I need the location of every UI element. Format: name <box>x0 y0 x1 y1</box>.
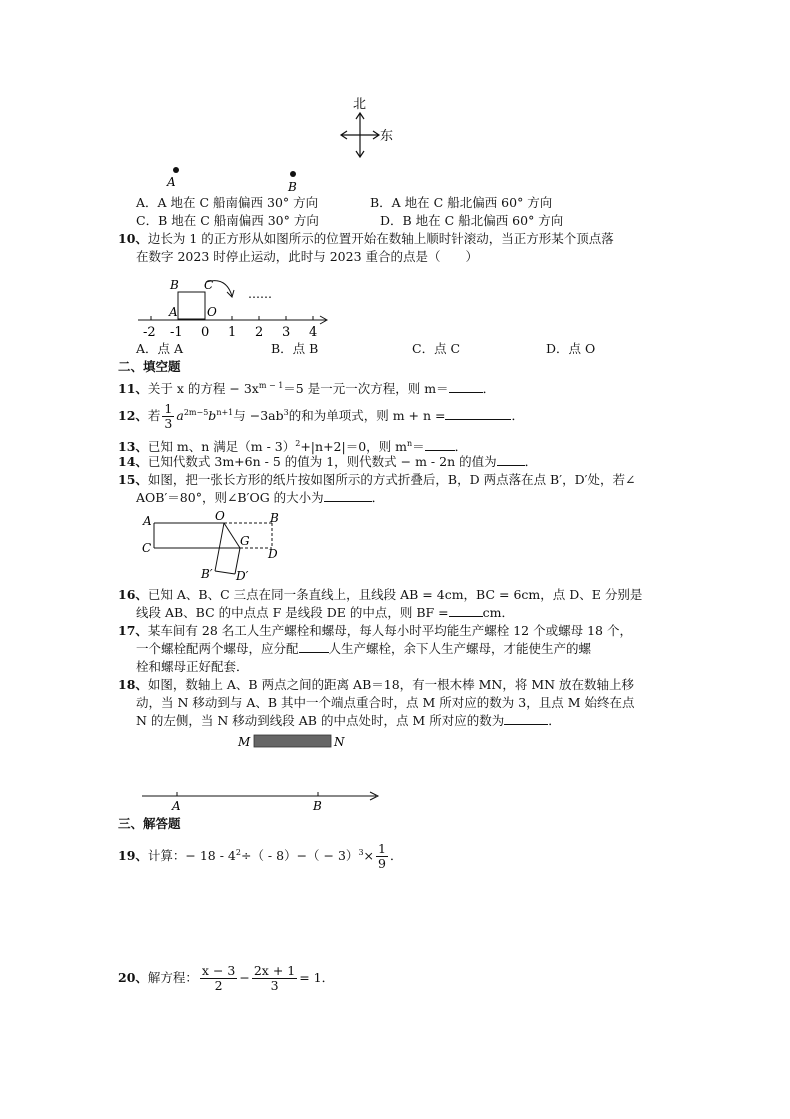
q20-post: = 1． <box>299 970 335 985</box>
q15-line2 <box>136 489 384 507</box>
q19-denominator: 9 <box>378 856 386 872</box>
q18-end: ． <box>548 713 561 728</box>
q11 <box>118 377 495 398</box>
q10-option-a: A．点 A <box>136 341 184 356</box>
q16-text2: 线段 AB、BC 的中点点 F 是线段 DE 的中点，则 BF = <box>136 605 449 620</box>
q15-folding-figure <box>138 506 288 586</box>
q9-option-c: C．B 地在 C 船南偏西 30° 方向 <box>136 213 319 228</box>
q18-stick-figure <box>234 732 354 752</box>
q11-exponent: m − 1 <box>258 381 284 390</box>
q12-pre: 若 <box>147 408 161 424</box>
q12-post: 的和为单项式，则 m + n = <box>288 408 446 424</box>
q15-line1 <box>118 471 635 489</box>
q10-number: 10、 <box>118 231 148 246</box>
q13-answer-blank[interactable] <box>425 438 455 451</box>
q11-answer-blank[interactable] <box>449 380 483 393</box>
q16-line1 <box>118 586 642 604</box>
q10-option-b: B．点 B <box>271 341 319 356</box>
q15-fold-b-prime-d-prime <box>215 571 235 574</box>
q16-end: cm． <box>482 605 514 620</box>
q15-label-d: D <box>268 547 278 561</box>
q20 <box>118 960 334 996</box>
q12-a: a <box>176 408 184 424</box>
q18-line3 <box>136 712 561 730</box>
q10-option-d: D．点 O <box>546 341 596 356</box>
q12-numerator: 1 <box>164 401 173 417</box>
q10-label-b: B <box>170 278 179 292</box>
q10-square <box>178 292 205 319</box>
q17-text2a: 一个螺栓配两个螺母，应分配 <box>136 641 299 656</box>
q12-fraction <box>162 402 174 431</box>
q10-tick-label: 2 <box>255 325 264 340</box>
q15-label-a: A <box>143 514 152 528</box>
q20-fraction-2-denominator: 3 <box>270 978 279 993</box>
q15-number: 15、 <box>118 472 148 487</box>
q15-label-c: C <box>142 541 152 555</box>
q17-text2b: 人生产螺栓，余下人生产螺母，才能使生产的螺 <box>328 641 592 656</box>
q13-end: ． <box>454 439 468 455</box>
q19-numerator: 1 <box>378 841 386 857</box>
q10-line2: 在数字 2023 时停止运动，此时与 2023 重合的点是（ ） <box>136 249 479 264</box>
q18-label-a: A <box>172 799 181 812</box>
q13-post: ＝ <box>412 439 425 455</box>
q12-answer-blank[interactable] <box>445 407 511 420</box>
q15-label-b: B <box>270 511 279 525</box>
q9-points-figure <box>160 164 310 194</box>
q12-number: 12、 <box>118 408 148 424</box>
q17-text1: 某车间有 28 名工人生产螺栓和螺母，每人每小时平均能生产螺栓 12 个或螺母 18 个， <box>147 623 632 638</box>
q15-end: ． <box>371 490 385 505</box>
q9-option-b: B．A 地在 C 船北偏西 60° 方向 <box>370 195 553 210</box>
q15-label-d-prime: D′ <box>236 569 249 583</box>
q11-end: ． <box>482 381 496 397</box>
q11-post: ＝5 是一元一次方程，则 m＝ <box>283 381 449 397</box>
q10-tick-label: 3 <box>282 325 291 340</box>
q13-exponent-n: n <box>406 439 413 448</box>
q9-option-a: A．A 地在 C 船南偏西 30° 方向 <box>136 195 319 210</box>
q19-number: 19、 <box>118 848 148 864</box>
q15-label-g: G <box>240 534 250 548</box>
q16-line2 <box>136 604 514 622</box>
q16-answer-blank[interactable] <box>449 604 483 617</box>
q14-end: ． <box>524 454 538 469</box>
q19-mid: ÷（ - 8）−（ − 3） <box>240 848 359 864</box>
q10-tick-label: 4 <box>309 325 318 340</box>
point-b <box>290 171 296 177</box>
q16-number: 16、 <box>118 587 148 602</box>
q18-answer-blank[interactable] <box>504 712 548 725</box>
q18-number: 18、 <box>118 677 148 692</box>
q12 <box>118 396 524 433</box>
q12-b-exponent: n+1 <box>216 408 234 417</box>
q11-pre: 关于 x 的方程 − 3x <box>147 381 259 397</box>
q17-answer-blank[interactable] <box>299 640 329 653</box>
q18-text3: N 的左侧，当 N 移动到线段 AB 的中点处时，点 M 所对应的数为 <box>136 713 505 728</box>
q10-label-a: A <box>169 305 178 319</box>
q12-mid-exponent: 3 <box>283 408 289 417</box>
q12-denominator: 3 <box>164 416 173 432</box>
q15-text1: 如图，把一张长方形的纸片按如图所示的方式折叠后，B，D 两点落在点 B′，D′处，若∠ <box>147 472 636 487</box>
q13-mid: +|n+2|＝0，则 m <box>300 439 407 455</box>
q20-minus: − <box>239 970 250 985</box>
q12-a-exponent: 2m−5 <box>183 408 209 417</box>
q11-number: 11、 <box>118 381 148 397</box>
q17-line2 <box>136 640 591 658</box>
q18-label-m: M <box>238 735 251 749</box>
q18-line1 <box>118 676 634 694</box>
q20-fraction-2 <box>252 964 297 993</box>
q10-dots: …… <box>248 287 272 301</box>
point-b-label: B <box>288 180 297 194</box>
q10-tick-label: 0 <box>201 325 210 340</box>
section-3-heading: 三、解答题 <box>118 816 181 831</box>
q13-exponent: 2 <box>295 439 301 448</box>
q20-fraction-1-denominator: 2 <box>214 978 223 993</box>
compass-north-label: 北 <box>353 97 367 112</box>
q15-text2: AOB′＝80°，则∠B′OG 的大小为 <box>136 490 324 505</box>
q10-tick-label: -1 <box>170 325 183 340</box>
q10-label-o: O <box>207 305 217 319</box>
q10-tick-label: -2 <box>143 325 156 340</box>
q17-line1 <box>118 622 632 640</box>
q10-text1: 边长为 1 的正方形从如图所示的位置开始在数轴上顺时针滚动，当正方形某个顶点落 <box>147 231 614 246</box>
q15-fold-og <box>224 523 240 548</box>
q10-line1 <box>118 230 614 248</box>
q20-fraction-2-numerator: 2x + 1 <box>253 963 296 978</box>
q10-label-c: C <box>204 278 214 292</box>
q16-text1: 已知 A、B、C 三点在同一条直线上，且线段 AB = 4cm，BC = 6cm，点 D、E 分别是 <box>147 587 643 602</box>
q15-answer-blank[interactable] <box>324 489 372 502</box>
q20-pre: 解方程： <box>147 970 198 985</box>
q19-times: × <box>363 848 375 864</box>
q15-fold-ob-prime <box>215 523 224 571</box>
q19 <box>118 836 402 873</box>
q10-tick-label: 1 <box>228 325 237 340</box>
section-2-heading: 二、填空题 <box>118 359 181 374</box>
q14-number: 14、 <box>118 454 148 469</box>
q14-answer-blank[interactable] <box>497 453 525 466</box>
q12-b: b <box>208 408 217 424</box>
q10-option-c: C．点 C <box>412 341 461 356</box>
q10-number-line-figure <box>134 276 334 340</box>
q18-text1: 如图，数轴上 A、B 两点之间的距离 AB＝18，有一根木棒 MN，将 MN 放在数轴上移 <box>147 677 635 692</box>
q19-exponent-3: 3 <box>358 848 364 857</box>
q19-pre: 计算：− 18 - 4 <box>147 848 236 864</box>
point-a-label: A <box>167 175 176 189</box>
q18-stick-mn <box>254 735 331 747</box>
q12-end: ． <box>511 408 524 424</box>
q18-label-n: N <box>334 735 345 749</box>
q18-line2: 动，当 N 移动到与 A、B 其中一个端点重合时，点 M 所对应的数为 3，且点 M 始终在点 <box>136 695 635 710</box>
compass-east-label: 东 <box>380 129 394 144</box>
q18-label-b: B <box>313 799 322 812</box>
q19-end: ． <box>389 848 403 864</box>
q20-fraction-1-numerator: x − 3 <box>201 963 236 978</box>
compass-figure <box>330 92 410 162</box>
q15-label-o: O <box>215 509 225 523</box>
q13-number: 13、 <box>118 439 148 455</box>
q12-mid: 与 −3ab <box>233 408 284 424</box>
q14 <box>118 453 537 471</box>
q19-exponent: 2 <box>235 848 241 857</box>
q14-text: 已知代数式 3m+6n - 5 的值为 1，则代数式 − m - 2n 的值为 <box>147 454 497 469</box>
q18-number-line-figure <box>140 788 385 812</box>
q9-option-d: D．B 地在 C 船北偏西 60° 方向 <box>380 213 564 228</box>
q17-number: 17、 <box>118 623 148 638</box>
q13-pre: 已知 m、n 满足（m - 3） <box>147 439 296 455</box>
point-a <box>173 167 179 173</box>
q20-fraction-1 <box>200 964 237 993</box>
q19-fraction <box>376 842 388 871</box>
q15-label-b-prime: B′ <box>201 567 213 581</box>
q20-number: 20、 <box>118 970 148 985</box>
q17-line3: 栓和螺母正好配套． <box>136 659 249 674</box>
